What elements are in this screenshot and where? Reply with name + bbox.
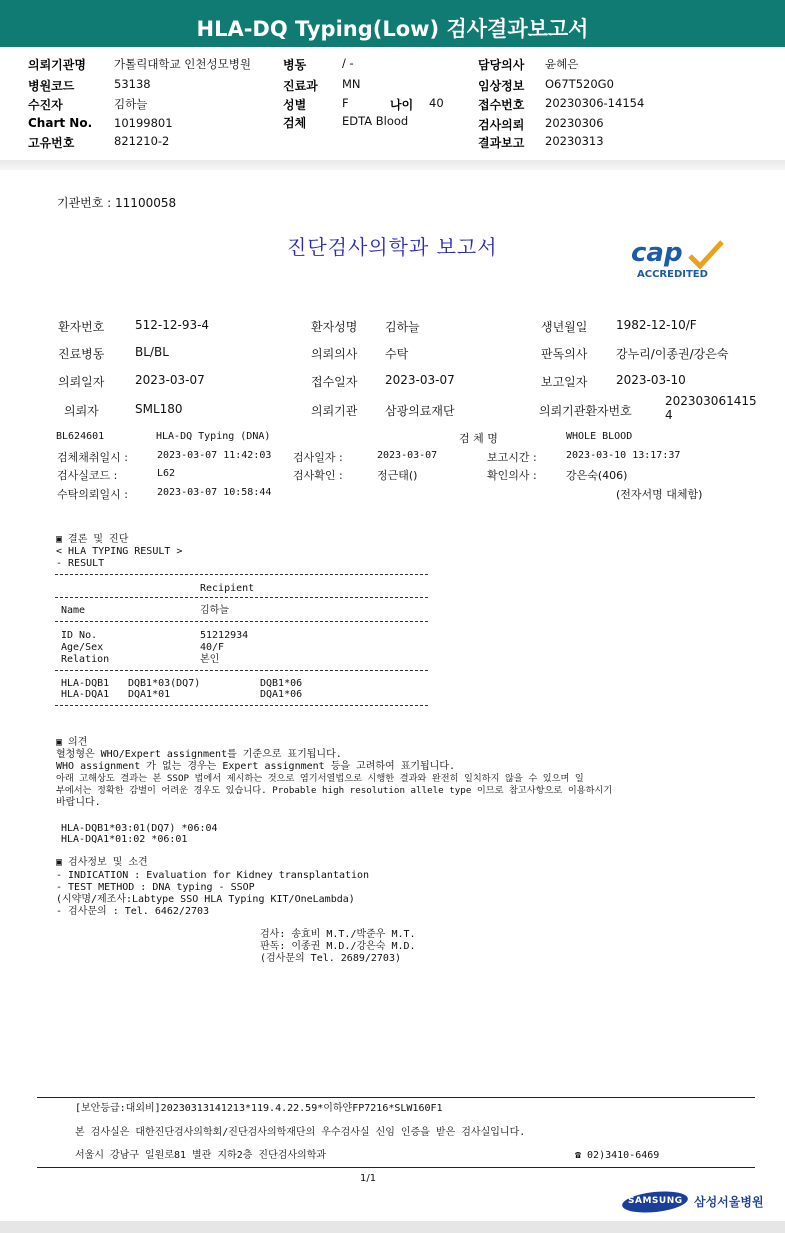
- relation-label: Relation: [61, 654, 110, 665]
- clinical-info-label: 임상정보: [478, 79, 525, 93]
- lab-phone: ☎ 02)3410-6469: [575, 1150, 660, 1161]
- opinion-line: 아래 고해상도 결과는 본 SSOP 법에서 제시하는 것으로 염기서열법으로 시행한 결과와 완전히 일치하지 않을 수 있으며 일: [56, 773, 584, 784]
- department-label: 진료과: [283, 79, 318, 93]
- relation-value: 본인: [200, 654, 220, 665]
- e-signature-note: (전자서명 대체함): [616, 488, 703, 501]
- high-res-dqb1: HLA-DQB1*03:01(DQ7) *06:04: [61, 823, 218, 834]
- result-date-value: 20230313: [545, 134, 604, 148]
- indication-line: - INDICATION : Evaluation for Kidney transplantation: [56, 870, 370, 881]
- hospital-logo-text: 삼성서울병원: [694, 1195, 764, 1209]
- ward-doc-value: BL/BL: [135, 345, 169, 359]
- specimen-name-label: 검 체 명: [459, 432, 498, 445]
- hospital-name-value: 가톨릭대학교 인천성모병원: [114, 57, 251, 71]
- security-grade: [보안등급:대외비]20230313141213*119.4.22.59*이하얀FP7216*SLW160F1: [75, 1103, 443, 1114]
- receipt-no-label: 접수번호: [478, 98, 525, 112]
- divider: [55, 597, 428, 598]
- hospital-name-label: 의뢰기관명: [28, 58, 86, 72]
- result-section-title: ▣ 결론 및 진단: [56, 534, 129, 545]
- tester-signature: 검사: 송효비 M.T./박준우 M.T.: [260, 929, 416, 940]
- divider: [55, 574, 428, 575]
- header-separator: [0, 160, 785, 170]
- lab-code-value: L62: [157, 468, 176, 479]
- name-label: Name: [61, 605, 86, 616]
- certification-note: 본 검사실은 대한진단검사의학회/진단검사의학재단의 우수검사실 신임 인증을 받은 검사실입니다.: [75, 1127, 526, 1138]
- inquiry-line: - 검사문의 : Tel. 6462/2703: [56, 906, 210, 917]
- inquiry-phone: (검사문의 Tel. 2689/2703): [260, 953, 401, 964]
- dqa1-label: HLA-DQA1: [61, 689, 110, 700]
- checkmark-icon: [686, 240, 726, 270]
- result-date-label: 결과보고: [478, 136, 525, 150]
- institution-patient-no-value-cont: 4: [665, 408, 673, 422]
- confirm-doctor-value: 강은숙(406): [566, 469, 628, 482]
- opinion-line: 바랍니다.: [56, 797, 101, 808]
- report-day-label: 보고일자: [541, 375, 588, 389]
- collect-time-value: 2023-03-07 11:42:03: [157, 450, 272, 461]
- report-time-label: 보고시간 :: [487, 451, 537, 464]
- divider: [55, 621, 428, 622]
- request-day-value: 2023-03-07: [135, 373, 205, 387]
- specimen-label: 검체: [283, 116, 307, 130]
- result-subheading: - RESULT: [56, 558, 105, 569]
- id-value: 51212934: [200, 630, 249, 641]
- requester-label: 의뢰자: [64, 404, 99, 418]
- doctor-value: 윤혜은: [545, 57, 579, 71]
- requesting-doctor-value: 수탁: [385, 347, 409, 361]
- patient-no-label: 환자번호: [58, 320, 105, 334]
- age-sex-value: 40/F: [200, 642, 225, 653]
- test-code: BL624601: [56, 431, 105, 442]
- test-info-title: ▣ 검사정보 및 소견: [56, 857, 148, 868]
- request-date-label: 검사의뢰: [478, 118, 525, 132]
- bottom-bar: [0, 1221, 785, 1233]
- doctor-label: 담당의사: [478, 58, 525, 72]
- doc-report-title: 진단검사의학과 보고서: [287, 235, 498, 259]
- test-method-line: - TEST METHOD : DNA typing - SSOP: [56, 882, 255, 893]
- clinical-info-value: O67T520G0: [545, 77, 614, 91]
- collect-time-label: 검체채취일시 :: [57, 451, 128, 464]
- name-value: 김하늘: [200, 605, 229, 616]
- receipt-no-value: 20230306-14154: [545, 96, 645, 110]
- lab-address: 서울시 강남구 일원로81 별관 지하2층 진단검사의학과: [75, 1150, 327, 1161]
- test-date-label: 검사일자 :: [293, 451, 343, 464]
- samsung-logo: [621, 1191, 689, 1213]
- dqb1-allele-1: DQB1*03(DQ7): [128, 678, 201, 689]
- requesting-institution-label: 의뢰기관: [311, 404, 358, 418]
- ward-label: 병동: [283, 58, 307, 72]
- test-confirm-label: 검사확인 :: [293, 469, 343, 482]
- dqa1-allele-2: DQA1*06: [260, 689, 303, 700]
- reading-doctor-value: 강누리/이종권/강은숙: [616, 347, 729, 361]
- ward-value: / -: [342, 56, 354, 70]
- hla-typing-result-heading: < HLA TYPING RESULT >: [56, 546, 183, 557]
- consign-time-value: 2023-03-07 10:58:44: [157, 487, 272, 498]
- requesting-institution-value: 삼광의료재단: [385, 404, 455, 418]
- unique-no-value: 821210-2: [114, 134, 170, 148]
- sex-value: F: [342, 96, 349, 110]
- hospital-code-label: 병원코드: [28, 79, 75, 93]
- opinion-title: ▣ 의견: [56, 737, 88, 748]
- high-res-dqa1: HLA-DQA1*01:02 *06:01: [61, 834, 188, 845]
- patient-value: 김하늘: [114, 97, 148, 111]
- dqb1-label: HLA-DQB1: [61, 678, 110, 689]
- request-date-value: 20230306: [545, 116, 604, 130]
- age-sex-label: Age/Sex: [61, 642, 104, 653]
- cap-accredited-text: ACCREDITED: [637, 269, 708, 280]
- birth-date-label: 생년월일: [541, 320, 588, 334]
- opinion-line: 혈청형은 WHO/Expert assignment를 기준으로 표기됩니다.: [56, 749, 342, 760]
- footer-bottom-rule: [37, 1167, 755, 1168]
- unique-no-label: 고유번호: [28, 136, 75, 150]
- opinion-line: 부에서는 정확한 감별이 어려운 경우도 있습니다. Probable high resolution allele type 이므로 참고사항으로 이용하시기: [56, 785, 613, 796]
- department-value: MN: [342, 77, 361, 91]
- patient-no-value: 512-12-93-4: [135, 318, 210, 332]
- test-confirm-value: 정근태(): [377, 469, 418, 482]
- institution-number: 기관번호 : 11100058: [57, 196, 177, 210]
- sex-label: 성별: [283, 98, 307, 112]
- requesting-doctor-label: 의뢰의사: [311, 347, 358, 361]
- request-day-label: 의뢰일자: [58, 375, 105, 389]
- reader-signature: 판독: 이종권 M.D./강은숙 M.D.: [260, 941, 416, 952]
- lab-code-label: 검사실코드 :: [57, 469, 118, 482]
- test-date-value: 2023-03-07: [377, 450, 438, 461]
- dqb1-allele-2: DQB1*06: [260, 678, 303, 689]
- age-label: 나이: [390, 98, 414, 112]
- institution-patient-no-value: 202303061415: [665, 394, 757, 408]
- hospital-code-value: 53138: [114, 77, 151, 91]
- page-number: 1/1: [360, 1173, 377, 1184]
- patient-name-value: 김하늘: [385, 320, 420, 334]
- opinion-line: WHO assignment 가 없는 경우는 Expert assignment 등을 고려하여 표기됩니다.: [56, 761, 456, 772]
- id-label: ID No.: [61, 630, 98, 641]
- report-title: HLA-DQ Typing(Low) 검사결과보고서: [196, 17, 589, 41]
- divider: [55, 705, 428, 706]
- chart-no-value: 10199801: [114, 116, 173, 130]
- samsung-text: SAMSUNG: [628, 1196, 683, 1206]
- age-value: 40: [429, 96, 444, 110]
- specimen-name-value: WHOLE BLOOD: [566, 431, 633, 442]
- recipient-header: Recipient: [200, 583, 255, 594]
- birth-date-value: 1982-12-10/F: [616, 318, 697, 332]
- report-day-value: 2023-03-10: [616, 373, 686, 387]
- dqa1-allele-1: DQA1*01: [128, 689, 171, 700]
- footer-top-rule: [37, 1097, 755, 1098]
- reading-doctor-label: 판독의사: [541, 347, 588, 361]
- report-time-value: 2023-03-10 13:17:37: [566, 450, 681, 461]
- requester-value: SML180: [135, 402, 183, 416]
- patient-label: 수진자: [28, 98, 63, 112]
- title-bar: [0, 0, 785, 47]
- cap-accredited-logo: [628, 238, 738, 284]
- divider: [55, 670, 428, 671]
- receipt-day-label: 접수일자: [311, 375, 358, 389]
- chart-no-label: Chart No.: [28, 116, 93, 130]
- reagent-line: (시약명/제조사:Labtype SSO HLA Typing KIT/OneLambda): [56, 894, 355, 905]
- confirm-doctor-label: 확인의사 :: [487, 469, 537, 482]
- ward-doc-label: 진료병동: [58, 347, 105, 361]
- patient-name-label: 환자성명: [311, 320, 358, 334]
- cap-logo-text: cap: [631, 238, 683, 268]
- specimen-value: EDTA Blood: [342, 114, 409, 128]
- test-name: HLA-DQ Typing (DNA): [156, 431, 271, 442]
- consign-time-label: 수탁의뢰일시 :: [57, 488, 128, 501]
- receipt-day-value: 2023-03-07: [385, 373, 455, 387]
- institution-patient-no-label: 의뢰기관환자번호: [539, 404, 632, 418]
